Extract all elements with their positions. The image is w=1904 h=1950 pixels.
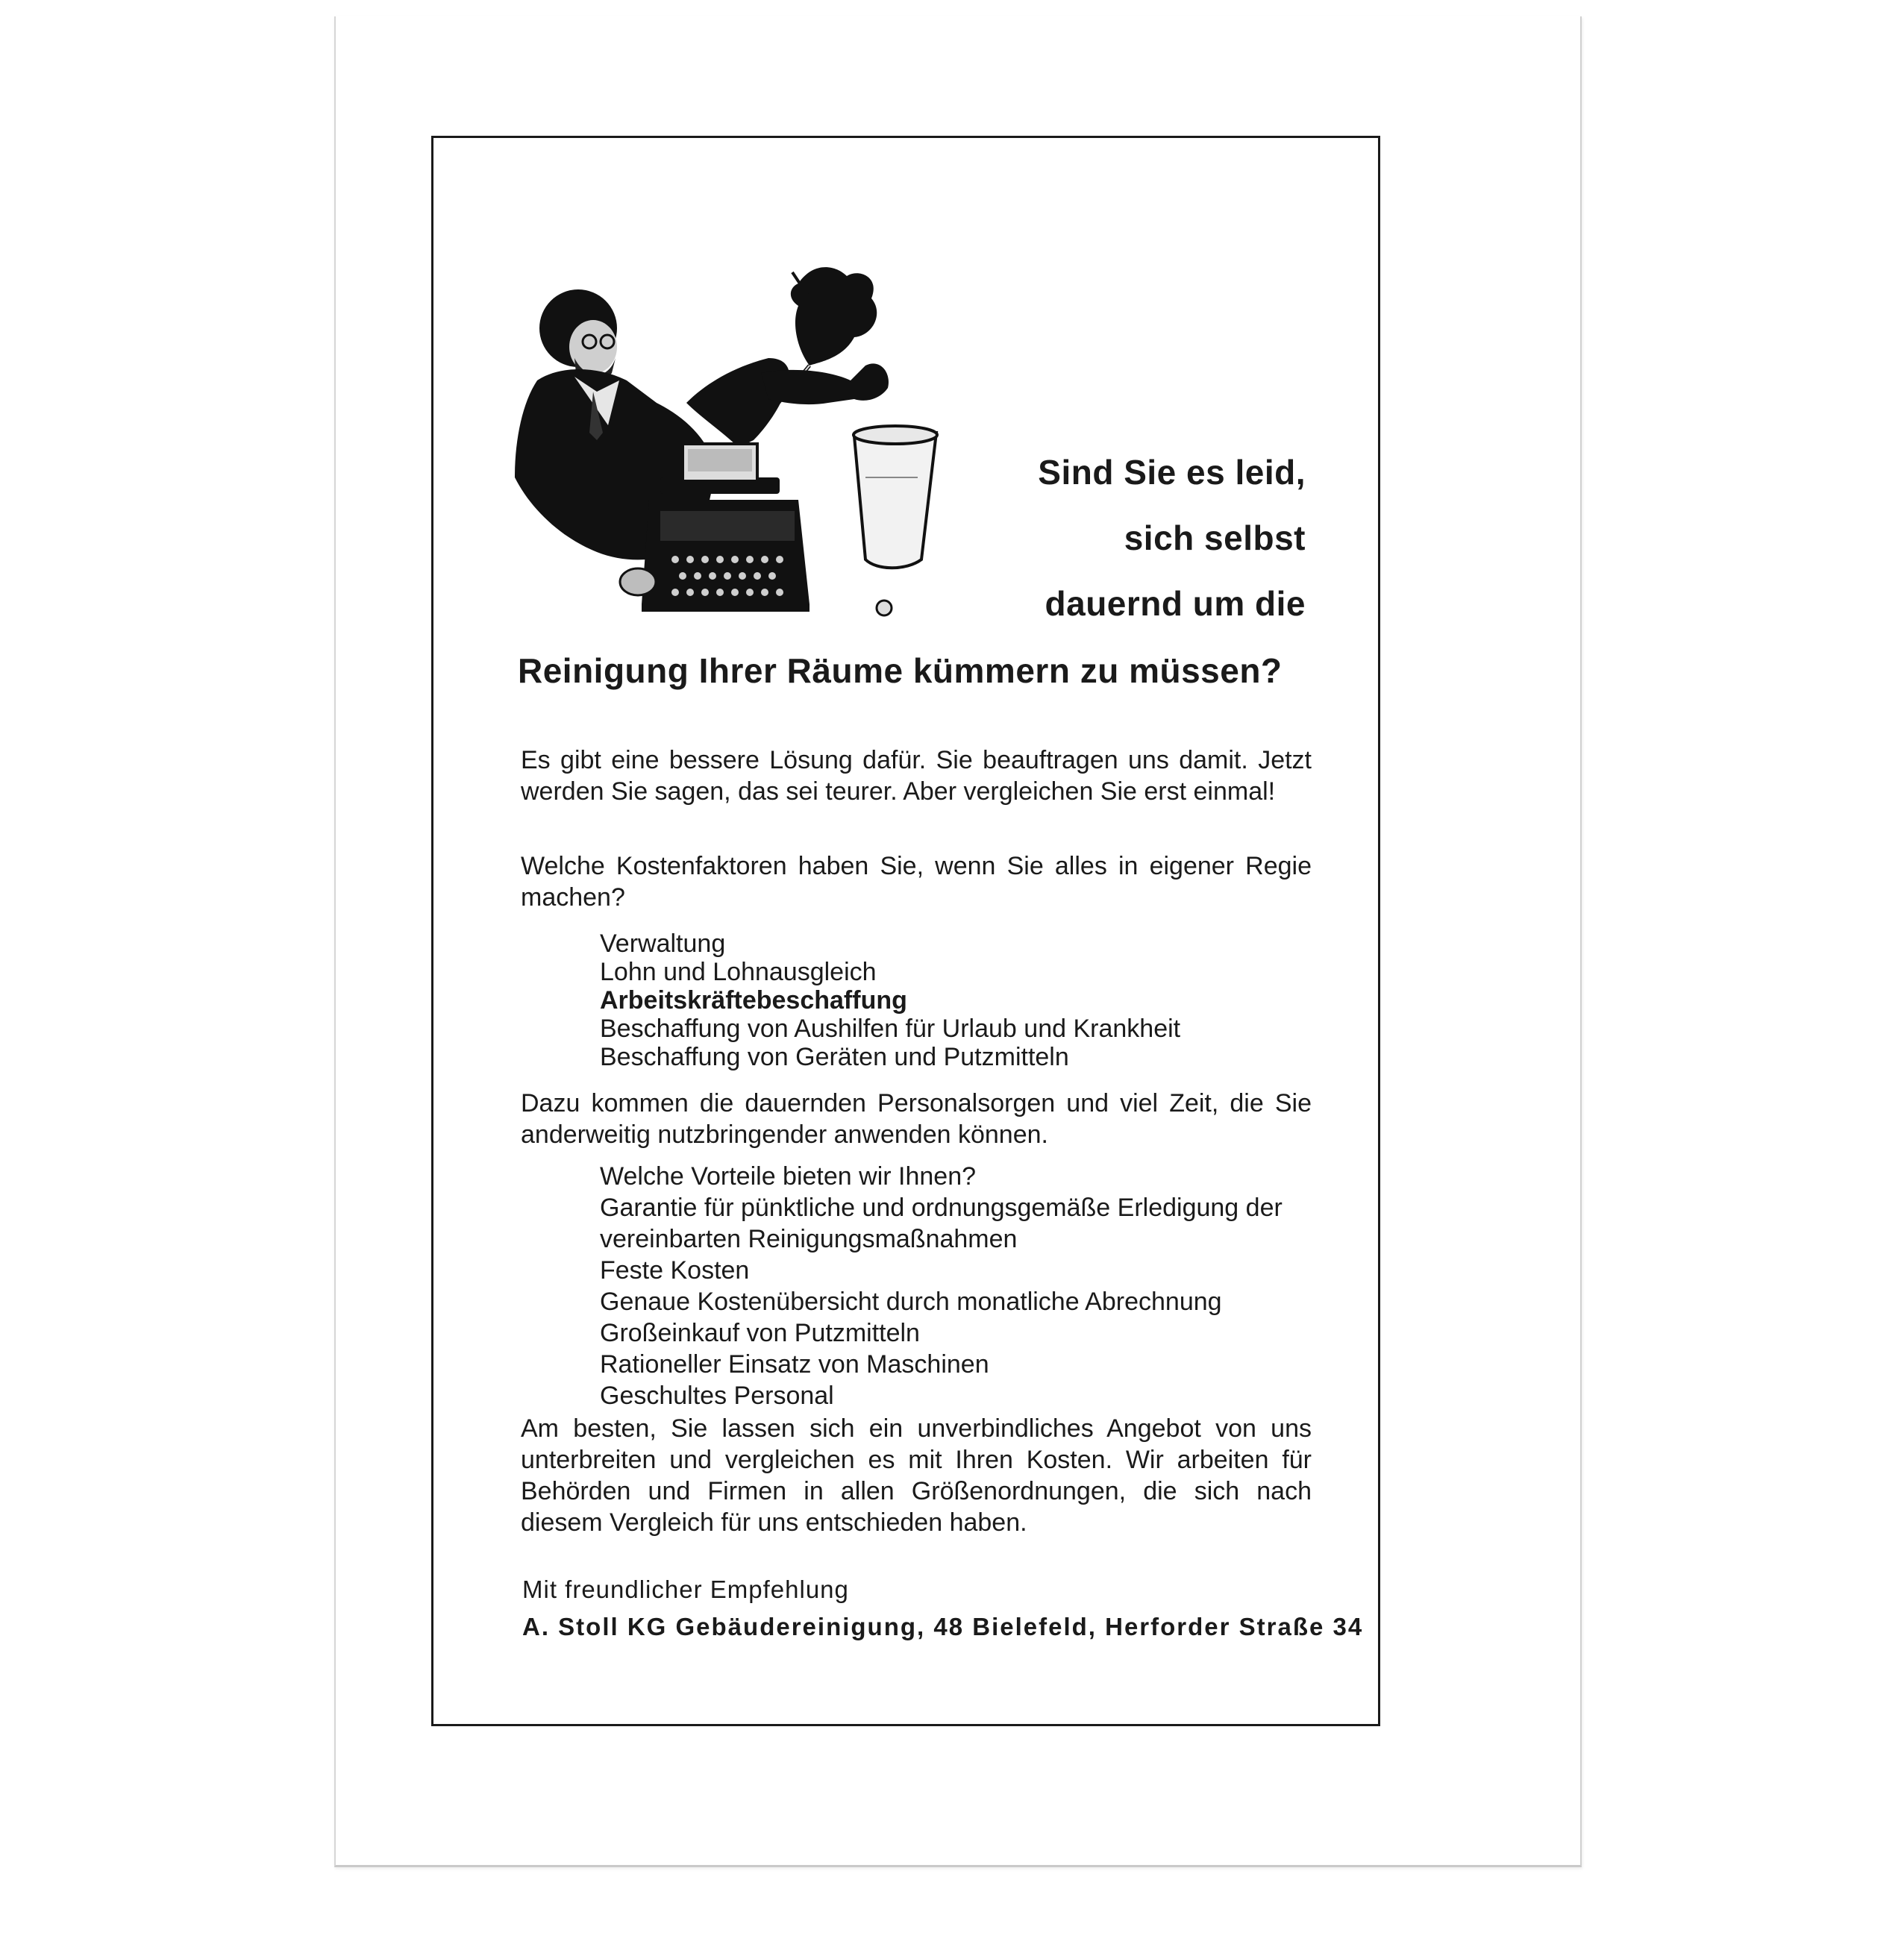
headline-line-2: sich selbst: [1124, 518, 1306, 557]
list-item: Lohn und Lohnausgleich: [600, 958, 877, 986]
list-item: Genaue Kostenübersicht durch monatliche Abrechnung: [600, 1288, 1222, 1316]
advantages-block: [600, 1161, 1312, 1411]
list-item: vereinbarten Reinigungsmaßnahmen: [600, 1225, 1018, 1253]
headline-line-3: dauernd um die: [1045, 584, 1306, 623]
list-item: Geschultes Personal: [600, 1382, 834, 1410]
offer-paragraph: Am besten, Sie lassen sich ein unverbindliches Angebot von uns unterbreiten und vergleichen es mit Ihren Kosten. Wir arbeiten für Behörden und Firmen in allen Größenordnungen, die sich nach diesem Vergleich für uns entschieden haben.: [521, 1414, 1312, 1537]
man-with-typewriter-illustration: [515, 254, 992, 642]
personnel-paragraph: Dazu kommen die dauernden Personalsorgen und viel Zeit, die Sie anderweitig nutzbringender anwenden können.: [521, 1089, 1312, 1149]
bucket-icon: [854, 426, 937, 568]
cost-question-paragraph: Welche Kostenfaktoren haben Sie, wenn Sie alles in eigener Regie machen?: [521, 852, 1312, 912]
list-item: Rationeller Einsatz von Maschinen: [600, 1350, 989, 1379]
headline-main: Reinigung Ihrer Räume kümmern zu müssen?: [518, 651, 1283, 690]
list-item: Arbeitskräftebeschaffung: [600, 986, 907, 1015]
list-item: Verwaltung: [600, 929, 726, 958]
list-item: Feste Kosten: [600, 1256, 750, 1285]
list-item: Beschaffung von Aushilfen für Urlaub und Krankheit: [600, 1015, 1181, 1043]
company-address: A. Stoll KG Gebäudereinigung, 48 Bielefeld, Herforder Straße 34: [522, 1613, 1364, 1640]
list-item: Beschaffung von Geräten und Putzmitteln: [600, 1043, 1069, 1071]
intro-paragraph: Es gibt eine bessere Lösung dafür. Sie beauftragen uns damit. Jetzt werden Sie sagen, das sei teurer. Aber vergleichen Sie erst einmal!: [521, 746, 1312, 806]
list-item: Garantie für pünktliche und ordnungsgemäße Erledigung der: [600, 1194, 1283, 1222]
list-item: Großeinkauf von Putzmitteln: [600, 1319, 920, 1347]
cost-factors-list: [600, 929, 1180, 1071]
headline-line-1: Sind Sie es leid,: [1038, 453, 1306, 492]
advantages-heading: Welche Vorteile bieten wir Ihnen?: [600, 1162, 977, 1191]
closing-line: Mit freundlicher Empfehlung: [522, 1576, 849, 1603]
